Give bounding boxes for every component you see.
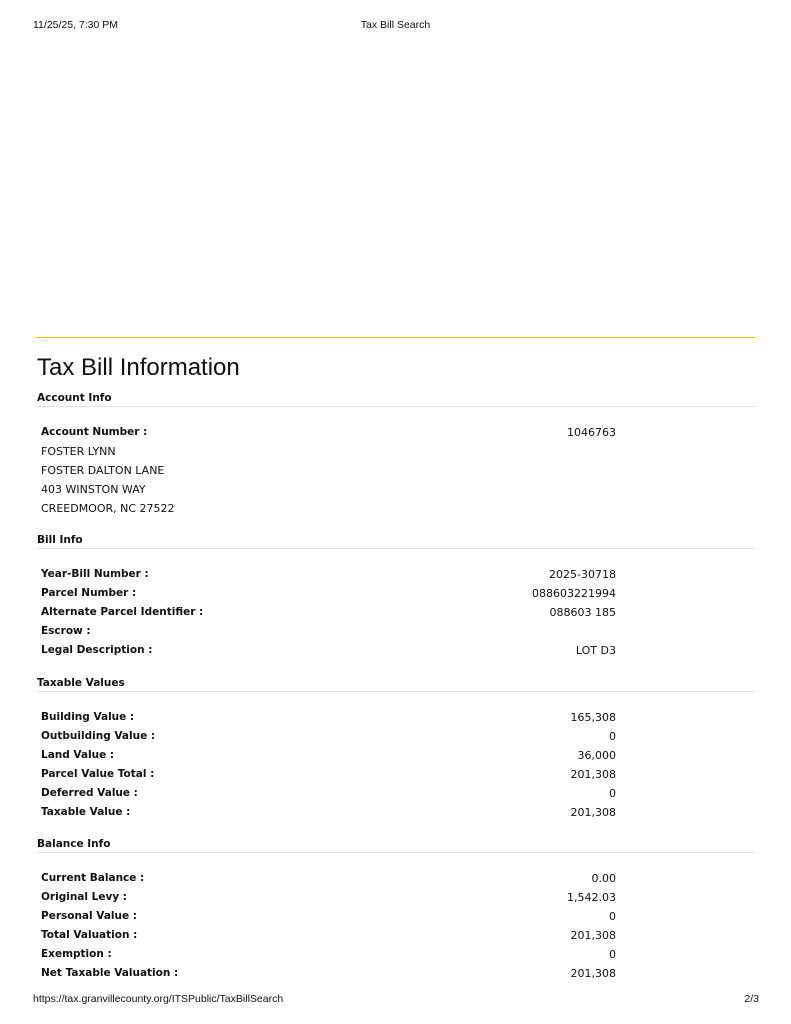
section-divider — [36, 337, 755, 338]
row-value: 088603221994 — [532, 587, 616, 600]
year-bill-number-row — [37, 565, 755, 584]
print-date: 11/25/25, 7:30 PM — [33, 19, 119, 31]
account-number-value: 1046763 — [567, 426, 616, 439]
row-label: Year-Bill Number : — [41, 568, 149, 580]
row-value: 0 — [609, 948, 616, 961]
balance-info-heading: Balance Info — [37, 837, 755, 853]
address-line: 403 WINSTON WAY — [41, 483, 146, 496]
legal-description-row — [37, 641, 755, 660]
current-balance-row — [37, 869, 755, 888]
row-value: 0 — [609, 787, 616, 800]
row-label: Alternate Parcel Identifier : — [41, 606, 204, 618]
row-label: Building Value : — [41, 711, 135, 723]
page-title: Tax Bill Information — [37, 354, 240, 381]
address-line: FOSTER DALTON LANE — [41, 464, 165, 477]
row-value: 0 — [609, 910, 616, 923]
row-value: 2025-30718 — [549, 568, 616, 581]
row-value: 088603 185 — [549, 606, 616, 619]
account-info-section — [37, 391, 755, 518]
escrow-row — [37, 622, 755, 641]
bill-info-heading: Bill Info — [37, 533, 755, 549]
row-label: Current Balance : — [41, 872, 145, 884]
row-value: 201,308 — [570, 929, 616, 942]
page-number: 2/3 — [744, 993, 759, 1005]
account-info-heading: Account Info — [37, 391, 755, 407]
row-value: 201,308 — [570, 967, 616, 980]
bill-info-section — [37, 533, 755, 660]
row-label: Legal Description : — [41, 644, 153, 656]
total-valuation-row — [37, 926, 755, 945]
print-url: https://tax.granvillecounty.org/ITSPublic/TaxBillSearch — [33, 993, 284, 1005]
parcel-number-row — [37, 584, 755, 603]
original-levy-row — [37, 888, 755, 907]
row-label: Personal Value : — [41, 910, 137, 922]
row-label: Exemption : — [41, 948, 112, 960]
parcel-value-total-row — [37, 765, 755, 784]
print-footer — [0, 993, 791, 1007]
row-value: 1,542.03 — [567, 891, 616, 904]
row-value: LOT D3 — [575, 644, 616, 657]
row-label: Deferred Value : — [41, 787, 138, 799]
building-value-row — [37, 708, 755, 727]
taxable-value-row — [37, 803, 755, 822]
row-label: Net Taxable Valuation : — [41, 967, 179, 979]
print-header — [0, 19, 791, 33]
taxable-values-heading: Taxable Values — [37, 676, 755, 692]
outbuilding-value-row — [37, 727, 755, 746]
address-line: CREEDMOOR, NC 27522 — [41, 502, 175, 515]
row-label: Total Valuation : — [41, 929, 138, 941]
address-line: FOSTER LYNN — [41, 445, 116, 458]
balance-info-section — [37, 837, 755, 983]
deferred-value-row — [37, 784, 755, 803]
exemption-row — [37, 945, 755, 964]
row-value: 201,308 — [570, 768, 616, 781]
row-label: Original Levy : — [41, 891, 127, 903]
alternate-parcel-row — [37, 603, 755, 622]
print-page-title: Tax Bill Search — [360, 19, 431, 31]
row-value: 165,308 — [570, 711, 616, 724]
personal-value-row — [37, 907, 755, 926]
row-value: 0.00 — [591, 872, 616, 885]
row-label: Land Value : — [41, 749, 115, 761]
taxable-values-section — [37, 676, 755, 822]
net-taxable-valuation-row — [37, 964, 755, 983]
row-value: 36,000 — [577, 749, 616, 762]
row-label: Outbuilding Value : — [41, 730, 156, 742]
account-number-row — [37, 423, 755, 442]
row-value: 0 — [609, 730, 616, 743]
row-label: Taxable Value : — [41, 806, 131, 818]
row-label: Parcel Value Total : — [41, 768, 155, 780]
land-value-row — [37, 746, 755, 765]
account-number-label: Account Number : — [41, 426, 148, 438]
row-label: Escrow : — [41, 625, 91, 637]
row-value: 201,308 — [570, 806, 616, 819]
row-label: Parcel Number : — [41, 587, 137, 599]
